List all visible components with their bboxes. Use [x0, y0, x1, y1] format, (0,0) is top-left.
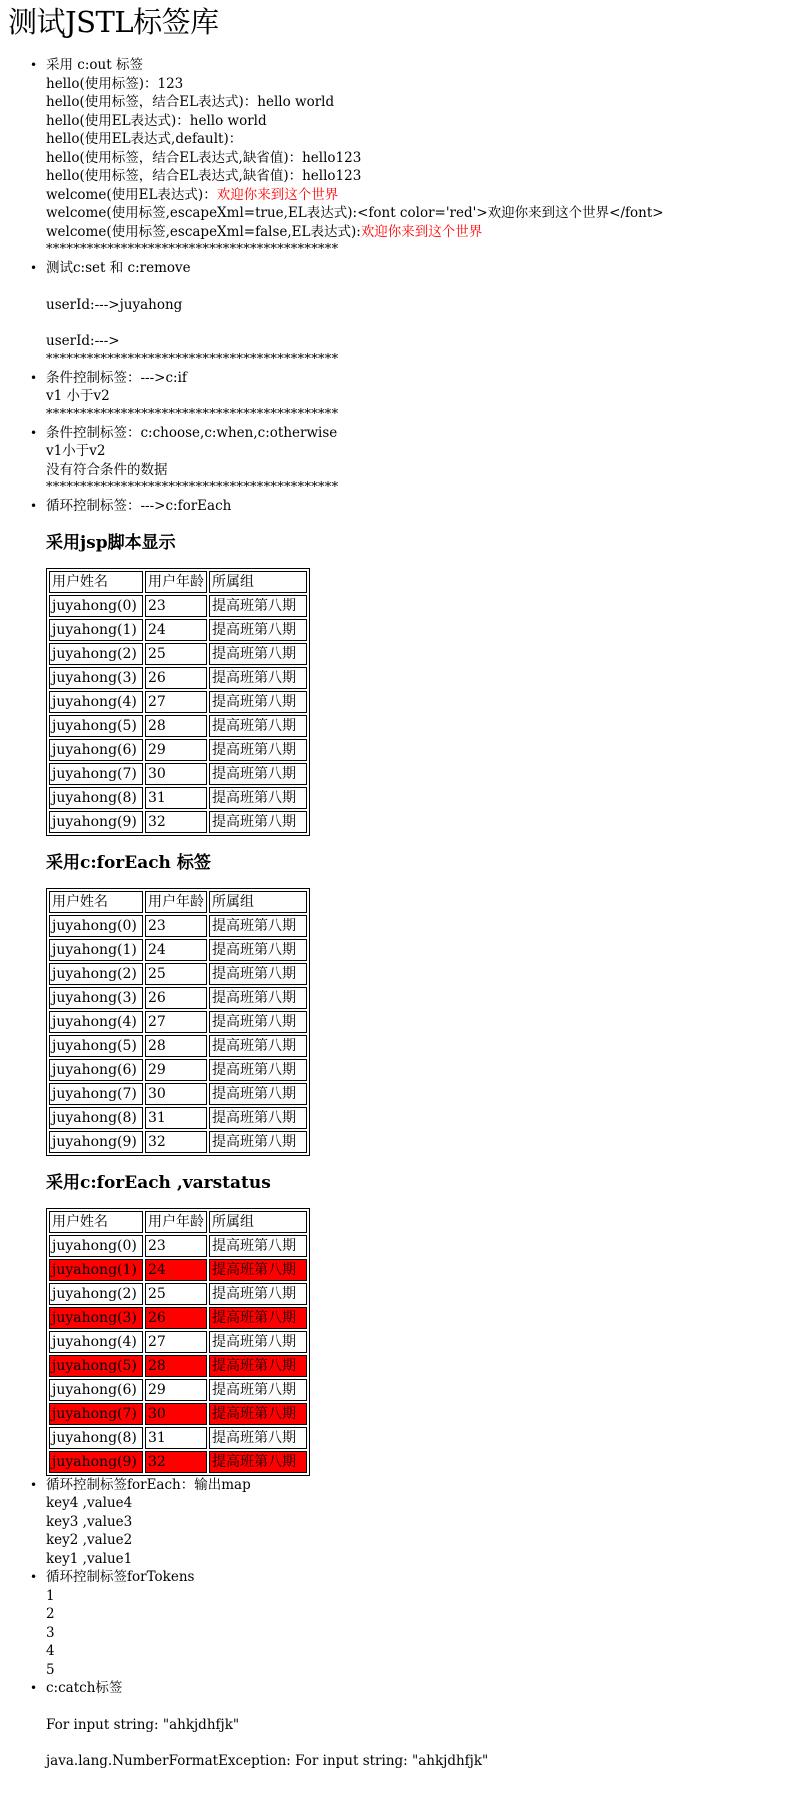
- cell-user-name: juyahong(4): [49, 1331, 143, 1353]
- cell-user-name: juyahong(2): [49, 1283, 143, 1305]
- cell-user-group: 提高班第八期: [209, 739, 307, 761]
- separator: *******************************************: [46, 406, 339, 422]
- cell-user-name: juyahong(3): [49, 667, 143, 689]
- cell-user-name: juyahong(9): [49, 811, 143, 833]
- table-row: [49, 1131, 307, 1153]
- table-row: [49, 939, 307, 961]
- page-title: 测试JSTL标签库: [8, 5, 219, 39]
- cell-user-age: 24: [145, 619, 207, 641]
- cell-user-group: 提高班第八期: [209, 1331, 307, 1353]
- bullet-icon: •: [30, 499, 38, 513]
- table-row: [49, 691, 307, 713]
- bullet-icon: •: [30, 425, 38, 440]
- cell-user-group: 提高班第八期: [209, 987, 307, 1009]
- cell-user-age: 26: [145, 667, 207, 689]
- cell-user-group: 提高班第八期: [209, 643, 307, 665]
- text-line: v1小于v2: [46, 443, 106, 459]
- text-line: userId:--->juyahong: [46, 296, 183, 313]
- cell-user-group: 提高班第八期: [209, 1355, 307, 1377]
- token-item: 1: [46, 1587, 55, 1604]
- cell-user-group: 提高班第八期: [209, 1011, 307, 1033]
- cell-user-group: 提高班第八期: [209, 1427, 307, 1449]
- header-name: 用户姓名: [49, 571, 143, 593]
- cell-user-group: 提高班第八期: [209, 1379, 307, 1401]
- cell-user-age: 27: [145, 691, 207, 713]
- header-group: 所属组: [209, 1211, 307, 1233]
- welcome-value-red: 欢迎你来到这个世界: [360, 223, 483, 240]
- table-row: [49, 1259, 307, 1281]
- table-row: [49, 1235, 307, 1257]
- table-header-row: [49, 1211, 307, 1233]
- cell-user-group: 提高班第八期: [209, 667, 307, 689]
- table-row: [49, 1451, 307, 1473]
- cell-user-age: 31: [145, 1107, 207, 1129]
- cell-user-age: 25: [145, 1283, 207, 1305]
- cell-user-group: 提高班第八期: [209, 1131, 307, 1153]
- cell-user-age: 26: [145, 1307, 207, 1329]
- table-row: [49, 715, 307, 737]
- cell-user-age: 28: [145, 1035, 207, 1057]
- cell-user-age: 30: [145, 1403, 207, 1425]
- section-heading: 测试c:set 和 c:remove: [46, 260, 191, 276]
- cell-user-name: juyahong(6): [49, 739, 143, 761]
- cell-user-name: juyahong(7): [49, 1403, 143, 1425]
- cell-user-age: 27: [145, 1331, 207, 1353]
- table-row: [49, 1283, 307, 1305]
- section-c-catch: [30, 1679, 799, 1771]
- table-row: [49, 1403, 307, 1425]
- table-row: [49, 1379, 307, 1401]
- subheading-foreach: 采用c:forEach 标签: [46, 852, 211, 873]
- section-heading: 循环控制标签forEach：输出map: [46, 1476, 251, 1493]
- cell-user-group: 提高班第八期: [209, 1083, 307, 1105]
- map-entry: key4 ,value4: [46, 1495, 133, 1511]
- cell-user-age: 23: [145, 595, 207, 617]
- user-table-jsp: [46, 568, 310, 836]
- text-line: hello(使用标签，结合EL表达式,缺省值)：hello123: [46, 149, 362, 166]
- section-heading: 条件控制标签：c:choose,c:when,c:otherwise: [46, 424, 338, 441]
- table-row: [49, 619, 307, 641]
- cell-user-name: juyahong(5): [49, 1035, 143, 1057]
- cell-user-group: 提高班第八期: [209, 763, 307, 785]
- table-row: [49, 1059, 307, 1081]
- table-row: [49, 763, 307, 785]
- header-name: 用户姓名: [49, 891, 143, 913]
- cell-user-group: 提高班第八期: [209, 1035, 307, 1057]
- cell-user-group: 提高班第八期: [209, 619, 307, 641]
- cell-user-age: 26: [145, 987, 207, 1009]
- cell-user-age: 30: [145, 1083, 207, 1105]
- cell-user-name: juyahong(9): [49, 1131, 143, 1153]
- cell-user-name: juyahong(4): [49, 1011, 143, 1033]
- cell-user-age: 24: [145, 939, 207, 961]
- table-row: [49, 1035, 307, 1057]
- separator: *******************************************: [46, 480, 339, 495]
- subheading-varstatus: 采用c:forEach ,varstatus: [46, 1172, 271, 1193]
- cell-user-name: juyahong(3): [49, 1307, 143, 1329]
- table-row: [49, 1083, 307, 1105]
- separator: *******************************************: [46, 351, 339, 367]
- cell-user-name: juyahong(2): [49, 643, 143, 665]
- cell-user-name: juyahong(8): [49, 1427, 143, 1449]
- bullet-icon: •: [30, 1681, 38, 1695]
- header-name: 用户姓名: [49, 1211, 143, 1233]
- token-item: 3: [46, 1624, 55, 1641]
- bullet-icon: •: [30, 1570, 38, 1584]
- table-row: [49, 1307, 307, 1329]
- bullet-icon: •: [30, 261, 38, 275]
- cell-user-age: 29: [145, 739, 207, 761]
- cell-user-name: juyahong(6): [49, 1379, 143, 1401]
- table-row: [49, 739, 307, 761]
- bullet-icon: •: [30, 58, 38, 72]
- cell-user-group: 提高班第八期: [209, 1107, 307, 1129]
- cell-user-age: 32: [145, 1451, 207, 1473]
- cell-user-age: 28: [145, 715, 207, 737]
- cell-user-age: 24: [145, 1259, 207, 1281]
- cell-user-name: juyahong(0): [49, 595, 143, 617]
- table-row: [49, 667, 307, 689]
- table-row: [49, 1011, 307, 1033]
- table-header-row: [49, 571, 307, 593]
- cell-user-age: 29: [145, 1379, 207, 1401]
- cell-user-name: juyahong(7): [49, 763, 143, 785]
- table-row: [49, 1355, 307, 1377]
- header-age: 用户年龄: [145, 1211, 207, 1233]
- table-row: [49, 811, 307, 833]
- cell-user-age: 32: [145, 1131, 207, 1153]
- subheading-jsp-script: 采用jsp脚本显示: [46, 532, 176, 553]
- text-line: 没有符合条件的数据: [46, 461, 168, 478]
- table-row: [49, 1107, 307, 1129]
- section-fortokens: [30, 1568, 799, 1679]
- exception-message: For input string: "ahkjdhfjk": [46, 1716, 240, 1733]
- table-row: [49, 787, 307, 809]
- cell-user-age: 27: [145, 1011, 207, 1033]
- cell-user-group: 提高班第八期: [209, 939, 307, 961]
- welcome-line: [46, 186, 799, 205]
- cell-user-age: 32: [145, 811, 207, 833]
- cell-user-name: juyahong(8): [49, 787, 143, 809]
- cell-user-age: 25: [145, 643, 207, 665]
- text-line: hello(使用标签，结合EL表达式,缺省值)：hello123: [46, 168, 362, 184]
- section-c-if: [30, 369, 799, 424]
- section-c-choose: [30, 424, 799, 498]
- cell-user-name: juyahong(0): [49, 915, 143, 937]
- token-item: 2: [46, 1606, 55, 1622]
- cell-user-name: juyahong(3): [49, 987, 143, 1009]
- header-group: 所属组: [209, 571, 307, 593]
- section-heading: c:catch标签: [46, 1680, 123, 1696]
- cell-user-age: 23: [145, 915, 207, 937]
- section-heading: 循环控制标签forTokens: [46, 1569, 195, 1585]
- text-line: hello(使用标签)：123: [46, 75, 184, 92]
- cell-user-group: 提高班第八期: [209, 1283, 307, 1305]
- cell-user-name: juyahong(9): [49, 1451, 143, 1473]
- separator: *******************************************: [46, 242, 339, 257]
- bullet-icon: •: [30, 1477, 38, 1492]
- section-c-foreach: [30, 497, 799, 1476]
- cell-user-name: juyahong(1): [49, 1259, 143, 1281]
- section-foreach-map: [30, 1476, 799, 1569]
- section-heading: 条件控制标签：--->c:if: [46, 369, 187, 386]
- exception-type: java.lang.NumberFormatException: For input string: "ahkjdhfjk": [46, 1753, 489, 1769]
- header-age: 用户年龄: [145, 571, 207, 593]
- table-row: [49, 595, 307, 617]
- text-line: userId:--->: [46, 333, 120, 349]
- cell-user-name: juyahong(1): [49, 619, 143, 641]
- welcome-label: welcome(使用EL表达式)：: [46, 186, 217, 203]
- cell-user-group: 提高班第八期: [209, 1235, 307, 1257]
- cell-user-group: 提高班第八期: [209, 1307, 307, 1329]
- table-row: [49, 963, 307, 985]
- section-heading: 采用 c:out 标签: [46, 57, 143, 73]
- cell-user-name: juyahong(2): [49, 963, 143, 985]
- section-c-set: [30, 259, 799, 369]
- welcome-escaped-line: welcome(使用标签,escapeXml=true,EL表达式):<font color='red'>欢迎你来到这个世界</font>: [46, 205, 664, 221]
- cell-user-age: 31: [145, 1427, 207, 1449]
- cell-user-group: 提高班第八期: [209, 915, 307, 937]
- cell-user-group: 提高班第八期: [209, 715, 307, 737]
- user-table-varstatus: [46, 1208, 310, 1476]
- table-row: [49, 643, 307, 665]
- welcome-line: [46, 223, 799, 242]
- table-row: [49, 987, 307, 1009]
- cell-user-group: 提高班第八期: [209, 811, 307, 833]
- user-table-foreach: [46, 888, 310, 1156]
- token-item: 4: [46, 1643, 55, 1659]
- map-entry: key3 ,value3: [46, 1513, 133, 1530]
- cell-user-group: 提高班第八期: [209, 1451, 307, 1473]
- cell-user-name: juyahong(4): [49, 691, 143, 713]
- header-age: 用户年龄: [145, 891, 207, 913]
- table-row: [49, 1427, 307, 1449]
- cell-user-age: 23: [145, 1235, 207, 1257]
- cell-user-group: 提高班第八期: [209, 963, 307, 985]
- cell-user-age: 30: [145, 763, 207, 785]
- cell-user-age: 31: [145, 787, 207, 809]
- section-list: [0, 56, 799, 1771]
- bullet-icon: •: [30, 370, 38, 385]
- header-group: 所属组: [209, 891, 307, 913]
- cell-user-name: juyahong(8): [49, 1107, 143, 1129]
- map-entry: key1 ,value1: [46, 1550, 133, 1567]
- cell-user-age: 29: [145, 1059, 207, 1081]
- cell-user-group: 提高班第八期: [209, 1059, 307, 1081]
- welcome-value-red: 欢迎你来到这个世界: [216, 186, 339, 203]
- cell-user-name: juyahong(0): [49, 1235, 143, 1257]
- cell-user-group: 提高班第八期: [209, 1403, 307, 1425]
- cell-user-age: 25: [145, 963, 207, 985]
- cell-user-name: juyahong(6): [49, 1059, 143, 1081]
- cell-user-age: 28: [145, 1355, 207, 1377]
- table-row: [49, 1331, 307, 1353]
- cell-user-name: juyahong(7): [49, 1083, 143, 1105]
- text-line: hello(使用标签，结合EL表达式)：hello world: [46, 94, 335, 110]
- cell-user-name: juyahong(5): [49, 715, 143, 737]
- text-line: v1 小于v2: [46, 388, 110, 404]
- table-header-row: [49, 891, 307, 913]
- cell-user-group: 提高班第八期: [209, 787, 307, 809]
- section-heading: 循环控制标签：--->c:forEach: [46, 498, 232, 514]
- text-line: hello(使用EL表达式,default)：: [46, 131, 243, 147]
- cell-user-name: juyahong(1): [49, 939, 143, 961]
- map-entry: key2 ,value2: [46, 1532, 133, 1548]
- text-line: hello(使用EL表达式)：hello world: [46, 112, 267, 129]
- cell-user-group: 提高班第八期: [209, 691, 307, 713]
- welcome-label: welcome(使用标签,escapeXml=false,EL表达式):: [46, 223, 361, 240]
- cell-user-group: 提高班第八期: [209, 1259, 307, 1281]
- token-item: 5: [46, 1661, 55, 1678]
- section-c-out: [30, 56, 799, 259]
- cell-user-name: juyahong(5): [49, 1355, 143, 1377]
- cell-user-group: 提高班第八期: [209, 595, 307, 617]
- table-row: [49, 915, 307, 937]
